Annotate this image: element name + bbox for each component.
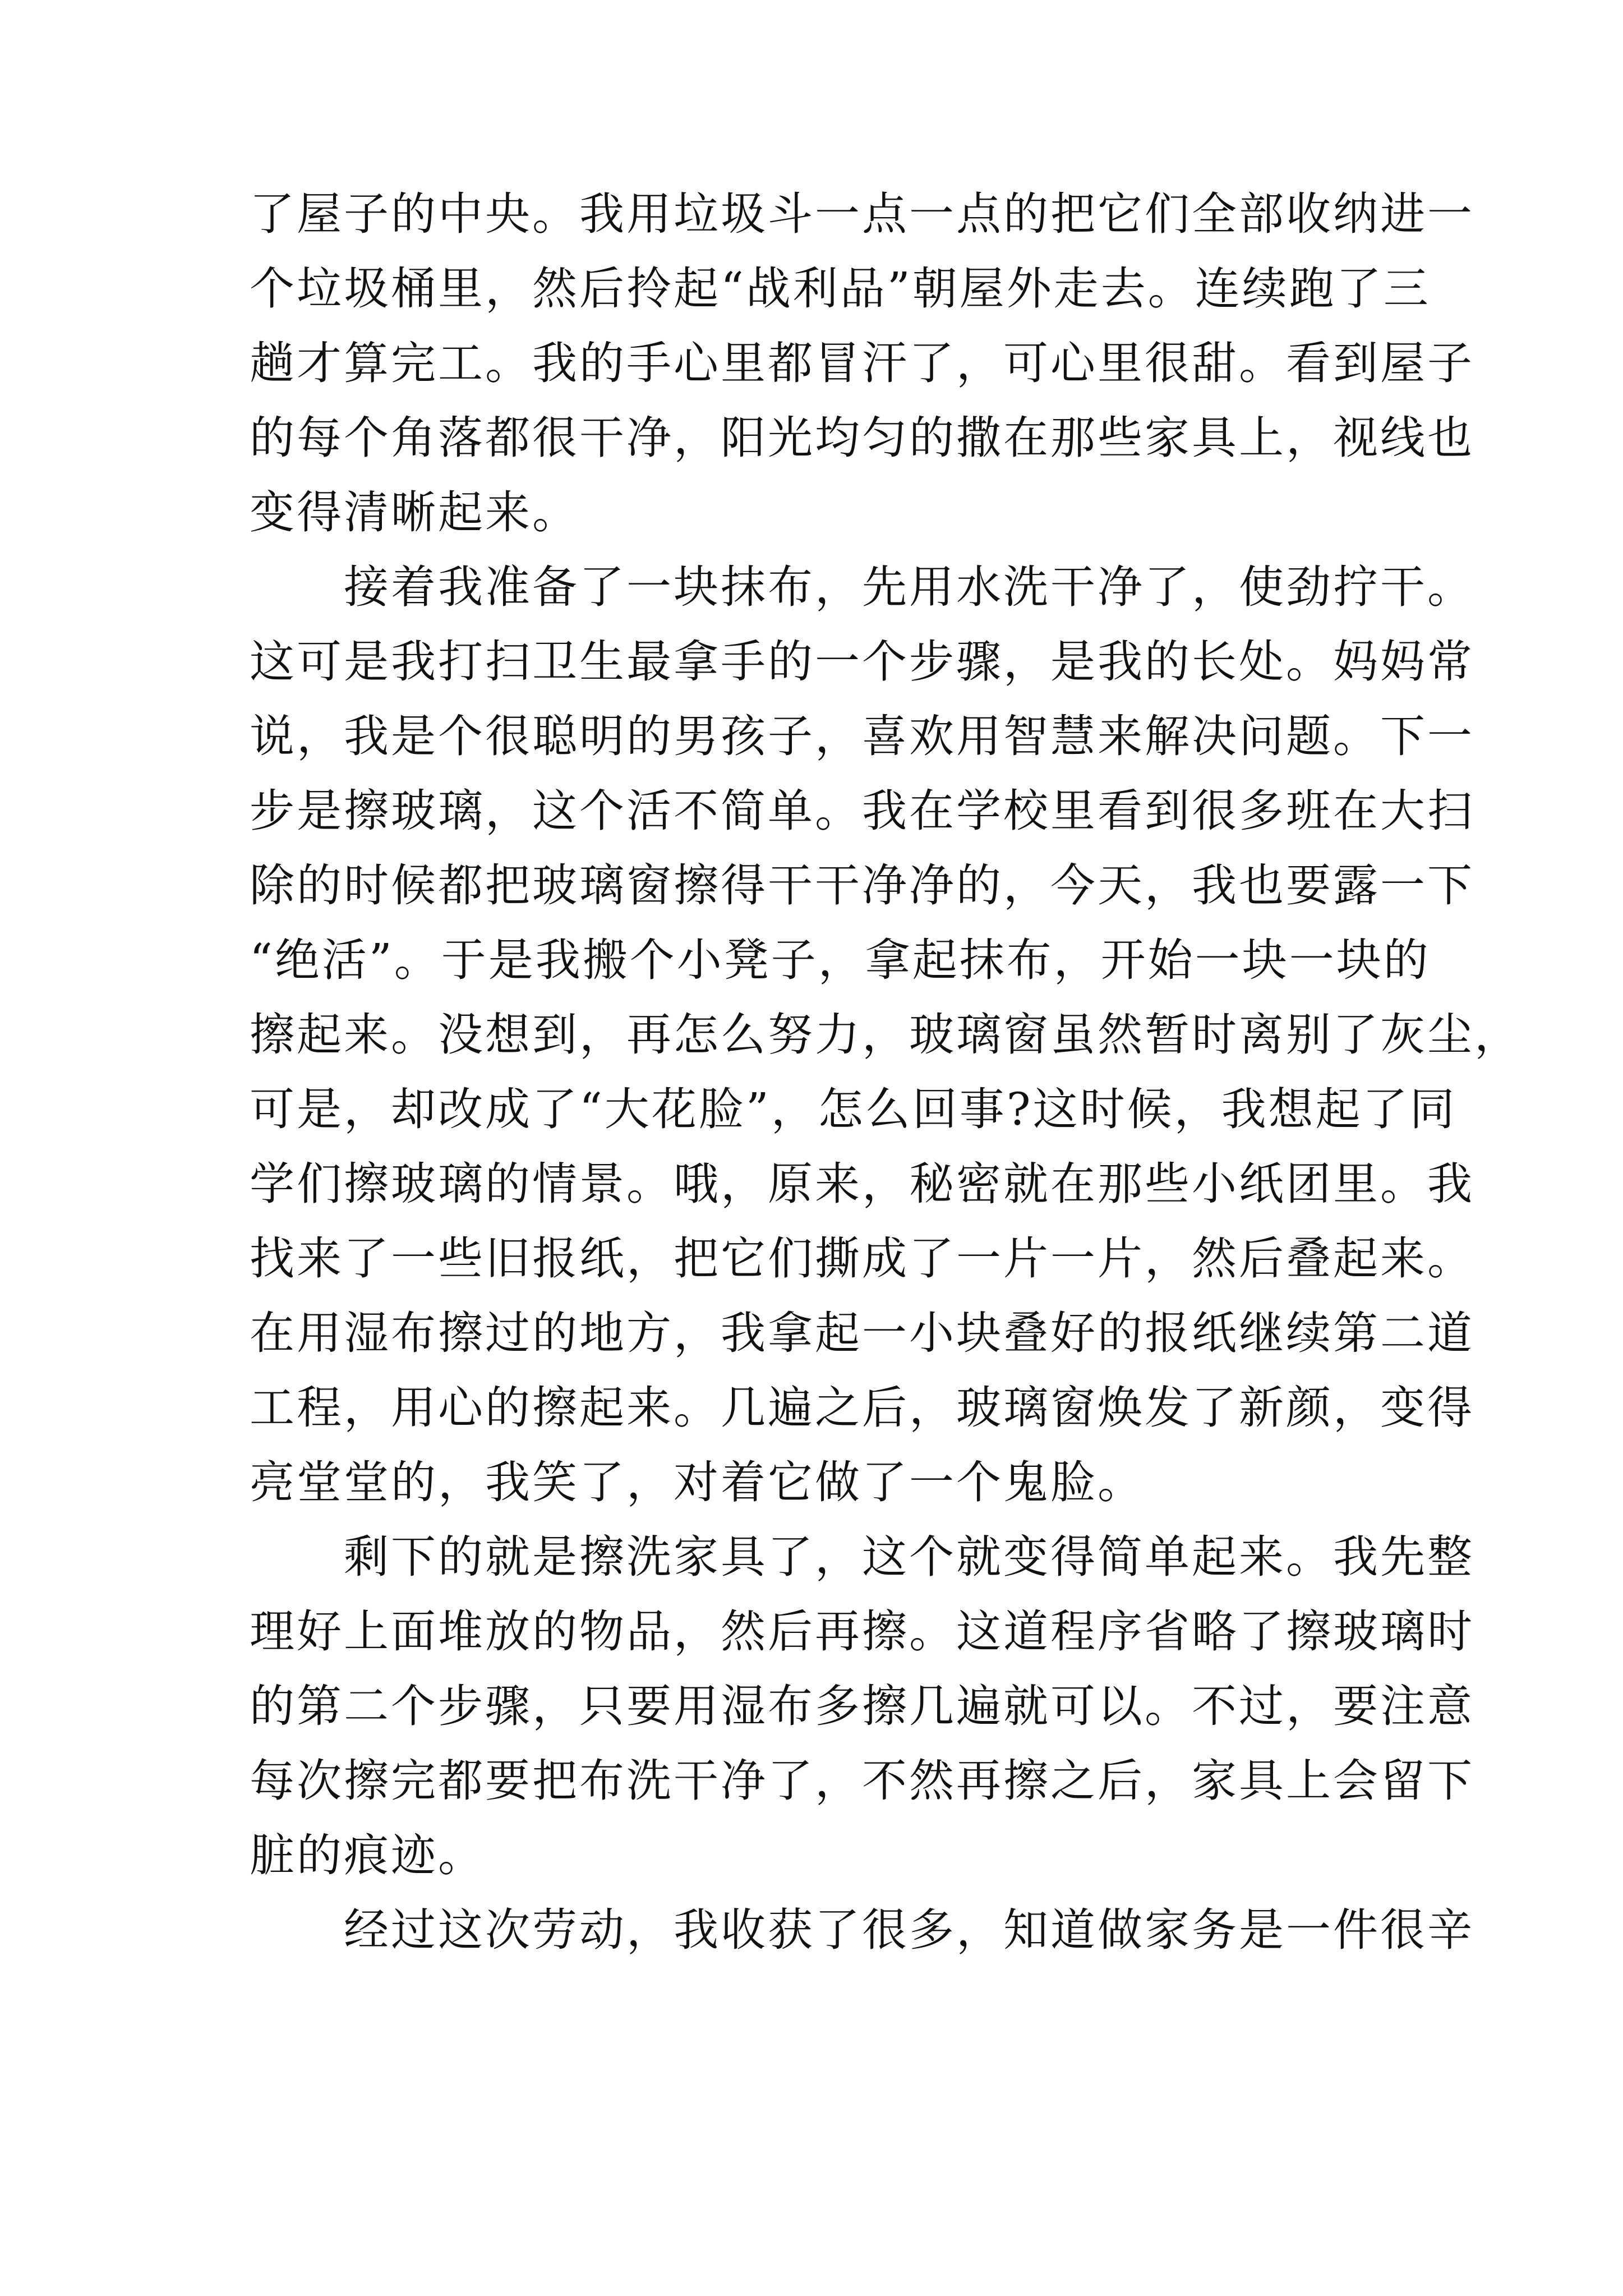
text-line: 工程，用心的擦起来。几遍之后，玻璃窗焕发了新颜，变得 xyxy=(250,1382,1474,1434)
text-line: 说，我是个很聪明的男孩子，喜欢用智慧来解决问题。下一 xyxy=(250,710,1474,762)
text-line: 经过这次劳动，我收获了很多，知道做家务是一件很辛 xyxy=(250,1904,1474,1956)
text-line: 每次擦完都要把布洗干净了，不然再擦之后，家具上会留下 xyxy=(250,1755,1474,1807)
text-line: 脏的痕迹。 xyxy=(250,1829,485,1881)
text-line: 个垃圾桶里，然后拎起“战利品”朝屋外走去。连续跑了三 xyxy=(250,263,1431,315)
text-line: 擦起来。没想到，再怎么努力，玻璃窗虽然暂时离别了灰尘， xyxy=(250,1009,1521,1061)
text-line: 剩下的就是擦洗家具了，这个就变得简单起来。我先整 xyxy=(250,1531,1474,1583)
text-line: 理好上面堆放的物品，然后再擦。这道程序省略了擦玻璃时 xyxy=(250,1605,1474,1658)
body-text xyxy=(250,177,1521,1967)
text-line: 在用湿布擦过的地方，我拿起一小块叠好的报纸继续第二道 xyxy=(250,1307,1474,1359)
text-line: 了屋子的中央。我用垃圾斗一点一点的把它们全部收纳进一 xyxy=(250,188,1474,240)
text-line: 趟才算完工。我的手心里都冒汗了，可心里很甜。看到屋子 xyxy=(250,337,1474,389)
text-line: 可是，却改成了“大花脸”，怎么回事?这时候，我想起了同 xyxy=(250,1083,1457,1135)
text-line: 亮堂堂的，我笑了，对着它做了一个鬼脸。 xyxy=(250,1456,1145,1508)
text-line: 的第二个步骤，只要用湿布多擦几遍就可以。不过，要注意 xyxy=(250,1680,1474,1732)
text-line: 的每个角落都很干净，阳光均匀的撒在那些家具上，视线也 xyxy=(250,412,1474,464)
text-line: “绝活”。于是我搬个小凳子，拿起抹布，开始一块一块的 xyxy=(250,934,1431,986)
text-line: 学们擦玻璃的情景。哦，原来，秘密就在那些小纸团里。我 xyxy=(250,1158,1474,1210)
text-line: 找来了一些旧报纸，把它们撕成了一片一片，然后叠起来。 xyxy=(250,1232,1474,1285)
text-line: 除的时候都把玻璃窗擦得干干净净的，今天，我也要露一下 xyxy=(250,859,1474,912)
text-line: 接着我准备了一块抹布，先用水洗干净了，使劲拧干。 xyxy=(250,561,1474,613)
text-line: 变得清晰起来。 xyxy=(250,486,579,539)
text-line: 步是擦玻璃，这个活不简单。我在学校里看到很多班在大扫 xyxy=(250,785,1474,837)
text-line: 这可是我打扫卫生最拿手的一个步骤，是我的长处。妈妈常 xyxy=(250,636,1474,688)
